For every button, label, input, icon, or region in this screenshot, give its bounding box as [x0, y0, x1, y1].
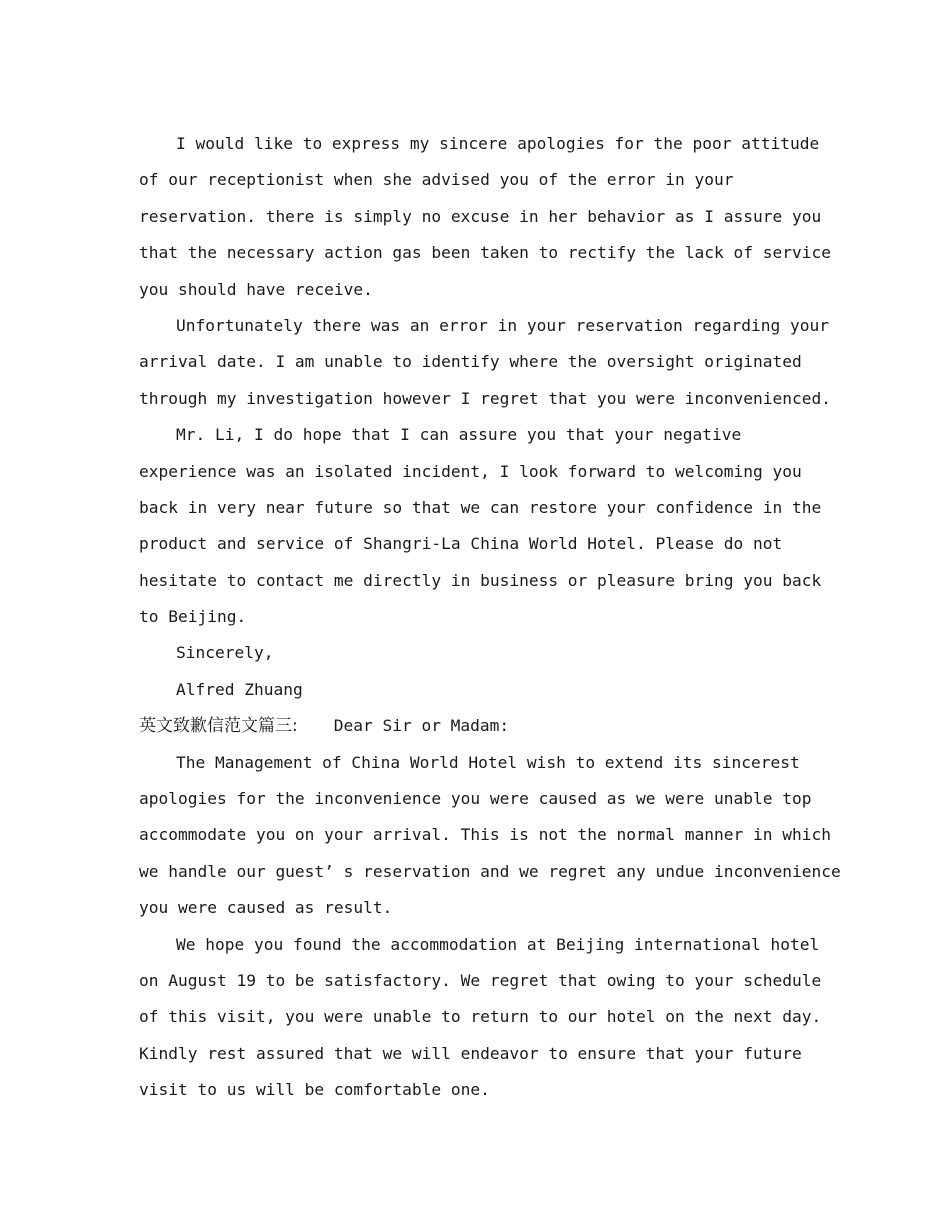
text-line: through my investigation however I regret that you were inconvenienced. — [139, 388, 831, 408]
text-line: you should have receive. — [139, 279, 373, 299]
text-line: product and service of Shangri-La China World Hotel. Please do not — [139, 534, 783, 554]
text-line: arrival date. I am unable to identify where the oversight originated — [139, 352, 802, 372]
text-line: visit to us will be comfortable one. — [139, 1080, 490, 1100]
text-line: The Management of China World Hotel wish to extend its sincerest — [176, 752, 800, 772]
closing: Sincerely, — [176, 643, 274, 663]
text-line: hesitate to contact me directly in business or pleasure bring you back — [139, 570, 822, 590]
text-line: accommodate you on your arrival. This is not the normal manner in which — [139, 825, 831, 845]
text-line: Mr. Li, I do hope that I can assure you that your negative — [176, 425, 742, 445]
text-line: to Beijing. — [139, 607, 247, 627]
text-line: back in very near future so that we can restore your confidence in the — [139, 497, 822, 517]
signature: Alfred Zhuang — [176, 679, 303, 699]
section-heading: 英文致歉信范文篇三: — [139, 716, 298, 737]
paragraph — [139, 126, 831, 308]
text-line: experience was an isolated incident, I look forward to welcoming you — [139, 461, 802, 481]
text-line: reservation. there is simply no excuse in her behavior as I assure you — [139, 206, 822, 226]
text-line: we handle our guest’ s reservation and we regret any undue inconvenience — [139, 861, 841, 881]
text-line: Unfortunately there was an error in your reservation regarding your — [176, 315, 829, 335]
text-line: Kindly rest assured that we will endeavor to ensure that your future — [139, 1043, 802, 1063]
section-heading-line — [139, 708, 819, 744]
text-line: that the necessary action gas been taken to rectify the lack of service — [139, 243, 831, 263]
text-line: on August 19 to be satisfactory. We regret that owing to your schedule — [139, 970, 822, 990]
text-line: of this visit, you were unable to return to our hotel on the next day. — [139, 1007, 822, 1027]
text-line: you were caused as result. — [139, 898, 393, 918]
text-line: We hope you found the accommodation at Beijing international hotel — [176, 934, 820, 954]
paragraph — [139, 745, 841, 927]
text-line: I would like to express my sincere apologies for the poor attitude — [176, 134, 820, 153]
paragraph — [139, 308, 831, 417]
letter-body — [139, 126, 841, 1109]
paragraph — [139, 417, 822, 635]
text-line: of our receptionist when she advised you of the error in your — [139, 170, 734, 190]
salutation: Dear Sir or Madam: — [333, 716, 510, 736]
paragraph — [139, 927, 822, 1109]
text-line: apologies for the inconvenience you were caused as we were unable top — [139, 789, 812, 809]
